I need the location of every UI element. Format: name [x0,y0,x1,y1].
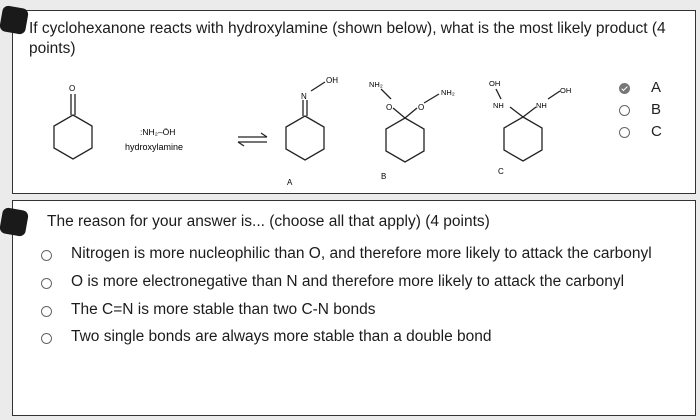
option-c-label: C [651,123,662,140]
reaction-scheme [13,11,697,195]
cyclohexanone-structure [54,94,92,159]
reagent-formula: :NH₂–ÖH [140,127,176,137]
reason-option-1-text: Nitrogen is more nucleophilic than O, and therefore more likely to attack the carbonyl [71,245,652,262]
structure-c-hydroxyl-top: OH [489,79,501,88]
radio-icon[interactable] [41,333,52,344]
structure-c-label: C [498,167,504,176]
structure-a-hydroxyl: OH [326,76,338,85]
structure-c-hydroxyl-right: OH [560,86,572,95]
question-2-card [12,200,696,416]
reason-option-4[interactable] [41,328,691,350]
structure-c-nh-left: NH [493,101,504,110]
structure-b-oxygen-left: O [386,103,393,112]
answer-options [611,79,671,145]
structure-c [496,89,560,161]
question-marker [0,207,29,237]
option-b[interactable] [611,101,671,123]
structure-b-oxygen-right: O [418,103,425,112]
reason-option-2-text: O is more electronegative than N and therefore more likely to attack the carbonyl [71,273,625,290]
reason-option-4-text: Two single bonds are always more stable than a double bond [71,328,492,345]
radio-icon[interactable] [41,278,52,289]
reason-option-2[interactable] [41,273,691,295]
structure-b [381,89,439,162]
reason-option-3-text: The C=N is more stable than two C-N bonds [71,301,376,318]
structure-b-amine-right: NH₂ [441,88,455,97]
reason-option-3[interactable] [41,301,691,323]
cyclohexanone-oxygen: O [69,84,76,93]
reagent-name: hydroxylamine [125,142,184,152]
radio-selected-icon[interactable] [619,83,630,94]
structure-a-label: A [287,178,293,187]
radio-icon[interactable] [619,105,630,116]
radio-icon[interactable] [41,250,52,261]
question-2-text: The reason for your answer is... (choose all that apply) (4 points) [47,213,490,230]
structure-b-amine-top: NH₂ [369,80,383,89]
question-1-text: If cyclohexanone reacts with hydroxylamine (shown below), what is the most likely product (4 points) [29,20,666,57]
structure-b-label: B [381,172,387,181]
option-c[interactable] [611,123,671,145]
radio-icon[interactable] [41,306,52,317]
structure-a-nitrogen: N [301,92,307,101]
option-a[interactable] [611,79,671,101]
option-b-label: B [651,101,662,118]
equilibrium-arrow [238,133,267,146]
radio-icon[interactable] [619,127,630,138]
structure-c-nh-right: NH [536,101,547,110]
option-a-label: A [651,79,662,96]
question-1-card [12,10,696,194]
reason-option-1[interactable] [41,245,691,267]
